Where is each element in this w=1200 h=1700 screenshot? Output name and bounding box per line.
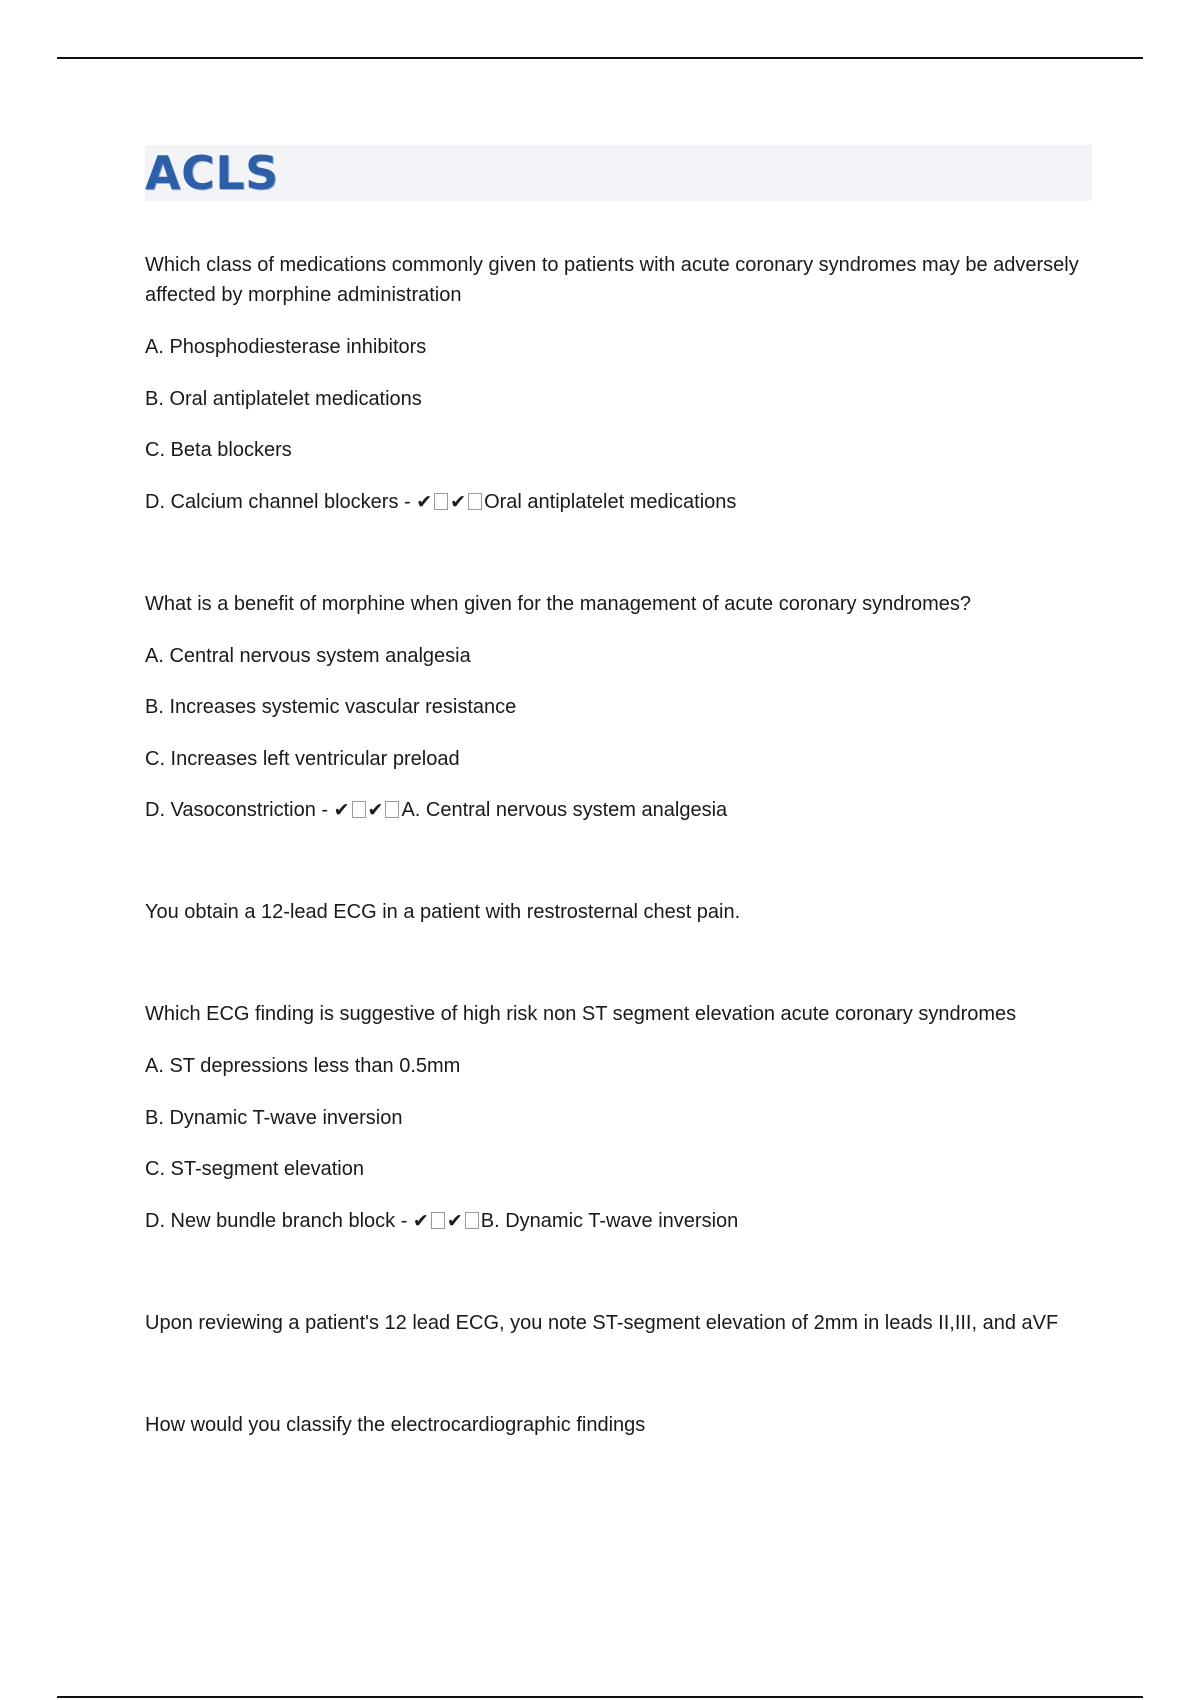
document-title: ACLS (145, 146, 279, 200)
answer-option: B. Increases systemic vascular resistance (145, 696, 517, 718)
answer-separator: - (398, 490, 417, 513)
answer-option: C. ST-segment elevation (145, 1158, 364, 1180)
answer-option: A. Phosphodiesterase inhibitors (145, 336, 427, 358)
question-stem: Which ECG finding is suggestive of high risk non ST segment elevation acute coronary syndromes (145, 1003, 1017, 1025)
checkmark-icon: ✔ (333, 799, 350, 821)
question-block (145, 1308, 1105, 1440)
checkmark-icon: ✔ (412, 1209, 429, 1232)
correct-answer: Oral antiplatelet medications (484, 490, 737, 513)
answer-option: C. Beta blockers (145, 439, 292, 461)
question-context: You obtain a 12-lead ECG in a patient with restrosternal chest pain. (145, 901, 741, 923)
title-band (145, 145, 1092, 201)
question-block (145, 897, 1105, 1236)
answer-option-with-key (145, 487, 1105, 517)
bottom-rule (57, 1696, 1143, 1698)
checkmark-icon: ✔ (446, 1209, 463, 1232)
answer-option: A. Central nervous system analgesia (145, 644, 471, 667)
correct-answer: B. Dynamic T-wave inversion (480, 1209, 739, 1232)
question-stem: What is a benefit of morphine when given for the management of acute coronary syndromes? (145, 592, 972, 615)
answer-separator: - (395, 1209, 413, 1232)
answer-option-with-key (145, 1206, 1105, 1236)
top-rule (57, 57, 1143, 59)
answer-option-label: D. Vasoconstriction (145, 799, 316, 821)
box-icon (465, 1212, 479, 1229)
answer-option-label: D. Calcium channel blockers (145, 490, 399, 513)
question-block (145, 250, 1105, 517)
answer-option-with-key (145, 795, 1105, 825)
box-icon (431, 1212, 445, 1229)
answer-option: B. Dynamic T-wave inversion (145, 1106, 403, 1129)
box-icon (352, 801, 366, 818)
box-icon (468, 493, 482, 510)
checkmark-icon: ✔ (450, 490, 467, 513)
box-icon (434, 493, 448, 510)
answer-option-label: D. New bundle branch block (145, 1209, 396, 1232)
question-stem: How would you classify the electrocardiographic findings (145, 1413, 646, 1436)
correct-answer: A. Central nervous system analgesia (401, 799, 728, 821)
checkmark-icon: ✔ (416, 490, 433, 513)
answer-option: B. Oral antiplatelet medications (145, 387, 422, 410)
question-context: Upon reviewing a patient's 12 lead ECG, you note ST-segment elevation of 2mm in leads II,III, and aVF (145, 1311, 1059, 1334)
checkmark-icon: ✔ (367, 799, 384, 821)
answer-option: A. ST depressions less than 0.5mm (145, 1055, 461, 1077)
document-body (145, 250, 1105, 1462)
box-icon (385, 801, 399, 818)
question-block (145, 589, 1105, 826)
question-stem: Which class of medications commonly given to patients with acute coronary syndromes may be adversely affected by morphine administration (145, 254, 1079, 306)
answer-option: C. Increases left ventricular preload (145, 747, 460, 770)
answer-separator: - (315, 799, 334, 821)
